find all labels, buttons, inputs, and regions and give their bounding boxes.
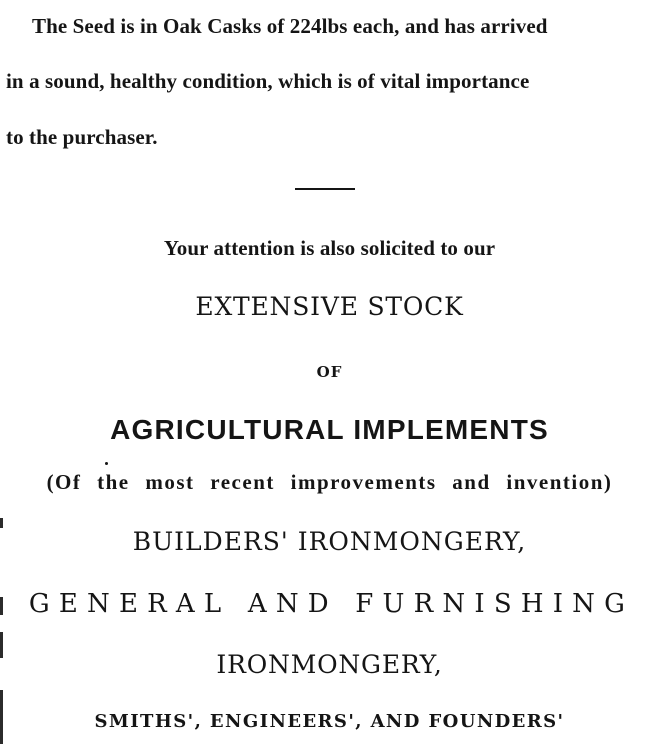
section-rule: [295, 188, 355, 190]
attention-line: Your attention is also solicited to our: [163, 236, 496, 260]
paragraph-line-3: to the purchaser.: [6, 125, 158, 149]
improvements-subheading: (Of the most recent improvements and invention): [46, 470, 613, 494]
builders-ironmongery-heading: BUILDERS' IRONMONGERY,: [132, 527, 527, 556]
left-edge-mark: [0, 597, 3, 615]
left-edge-mark: [0, 632, 3, 658]
extensive-stock-heading: EXTENSIVE STOCK: [195, 292, 464, 321]
ironmongery-heading: IRONMONGERY,: [216, 650, 443, 679]
agricultural-implements-heading: AGRICULTURAL IMPLEMENTS: [110, 414, 549, 445]
paragraph-line-2: in a sound, healthy condition, which is of vital importance: [6, 69, 530, 93]
left-edge-mark: [0, 690, 3, 744]
left-edge-mark: [0, 518, 3, 528]
general-furnishing-heading: GENERAL AND FURNISHING: [28, 589, 635, 619]
printing-dot-mark: [105, 462, 108, 465]
paragraph-line-1: The Seed is in Oak Casks of 224lbs each, and has arrived: [32, 14, 548, 38]
smiths-engineers-founders-heading: SMITHS', ENGINEERS', AND FOUNDERS': [94, 711, 565, 732]
of-text: OF: [316, 363, 343, 381]
